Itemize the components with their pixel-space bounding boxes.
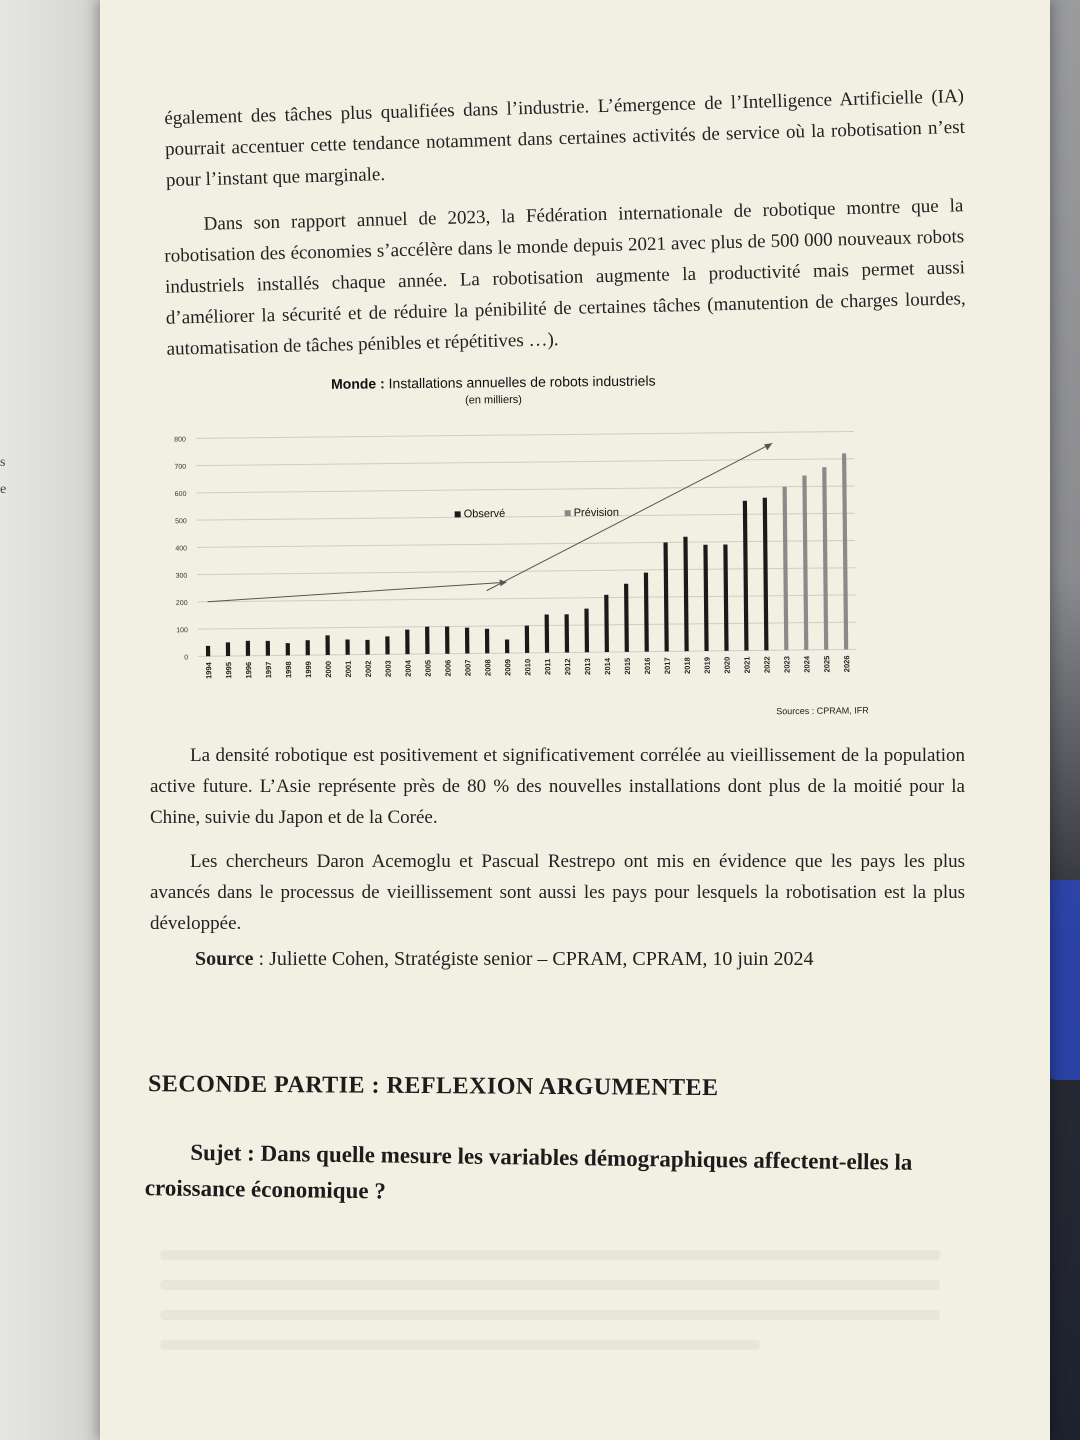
bar-2009 bbox=[505, 639, 509, 653]
bar-1995 bbox=[226, 642, 230, 656]
gridline bbox=[196, 431, 854, 438]
paragraph-4: Les chercheurs Daron Acemoglu et Pascual Restrepo ont mis en évidence que les pays les plus avancés dans le processus de vieillissement sont aussi les pays pour lesquels la robotisation est la plus développée. bbox=[150, 851, 965, 934]
bleed-through-text bbox=[160, 1250, 940, 1260]
y-tick-label: 600 bbox=[174, 490, 187, 499]
x-tick-label: 2018 bbox=[682, 657, 692, 674]
bleed-through-text bbox=[160, 1280, 940, 1290]
paragraph-2: Dans son rapport annuel de 2023, la Fédération internationale de robotique montre que la robotisation des économies s’accélère dans le monde depuis 2021 avec plus de 500 000 nouveaux robots industriels installés chaque année. La robotisation augmente la productivité mais permet aussi d’améliorer la sécurité et de réduire la pénibilité de certaines tâches (manutention de charges lourdes, automatisation de tâches pénibles et répétitives …). bbox=[164, 195, 966, 360]
part-title: SECONDE PARTIE : REFLEXION ARGUMENTEE bbox=[147, 1071, 719, 1102]
y-tick-label: 200 bbox=[175, 599, 188, 608]
y-tick-label: 500 bbox=[175, 518, 187, 526]
y-tick-label: 700 bbox=[174, 463, 187, 471]
bar-1997 bbox=[266, 641, 270, 656]
y-tick-label: 800 bbox=[174, 436, 186, 444]
bar-2020 bbox=[723, 544, 728, 650]
bar-2011 bbox=[545, 615, 550, 653]
y-tick-label: 400 bbox=[175, 545, 188, 553]
bar-2014 bbox=[604, 595, 609, 652]
text-block-report bbox=[163, 190, 967, 364]
bar-2024 bbox=[802, 476, 808, 650]
chart-svg bbox=[153, 361, 877, 729]
chart-subtitle: (en milliers) bbox=[464, 393, 522, 407]
gridline bbox=[196, 486, 854, 493]
x-tick-label: 2012 bbox=[563, 658, 573, 676]
x-tick-label: 2005 bbox=[423, 659, 433, 677]
x-tick-label: 1998 bbox=[283, 661, 294, 679]
legend-swatch bbox=[565, 510, 571, 516]
bar-1999 bbox=[306, 640, 310, 655]
x-tick-label: 2002 bbox=[363, 660, 373, 678]
x-tick-label: 1999 bbox=[303, 661, 314, 678]
source-label: Source bbox=[195, 948, 254, 970]
x-tick-label: 2022 bbox=[762, 656, 772, 674]
bar-1998 bbox=[286, 643, 290, 655]
gridline bbox=[197, 540, 855, 547]
x-tick-label: 2019 bbox=[702, 656, 712, 674]
bar-2021 bbox=[743, 501, 749, 651]
bar-2012 bbox=[565, 614, 570, 652]
chart-source: Sources : CPRAM, IFR bbox=[776, 705, 869, 717]
bar-2002 bbox=[365, 640, 369, 655]
x-tick-label: 2010 bbox=[523, 658, 533, 676]
x-tick-label: 1996 bbox=[244, 661, 254, 679]
bar-2000 bbox=[325, 635, 329, 655]
bar-2006 bbox=[445, 626, 449, 653]
bar-2005 bbox=[425, 627, 429, 654]
bar-2026 bbox=[842, 453, 848, 649]
bar-2016 bbox=[644, 573, 649, 652]
svg-text:Monde : Installations annuelle bbox=[331, 373, 656, 392]
gridline bbox=[196, 459, 854, 466]
bar-2007 bbox=[465, 628, 469, 654]
book-page bbox=[100, 0, 1050, 1440]
y-tick-label: 100 bbox=[176, 627, 188, 635]
x-tick-label: 2011 bbox=[543, 658, 553, 675]
x-tick-label: 1994 bbox=[204, 662, 214, 679]
robot-installations-chart bbox=[153, 361, 877, 729]
bar-2010 bbox=[525, 626, 529, 653]
legend-swatch bbox=[455, 511, 461, 517]
bar-2022 bbox=[763, 498, 769, 651]
x-tick-label: 2013 bbox=[583, 658, 593, 675]
chart-title: Installations annuelles de robots industriels bbox=[384, 372, 656, 392]
x-tick-label: 2023 bbox=[782, 656, 792, 673]
source-line bbox=[195, 948, 955, 971]
bleed-through-text bbox=[160, 1310, 940, 1320]
x-tick-label: 1995 bbox=[224, 661, 234, 679]
bar-2023 bbox=[783, 487, 789, 651]
x-tick-label: 2004 bbox=[403, 660, 413, 677]
subject-label: Sujet : bbox=[190, 1139, 255, 1166]
x-tick-label: 2015 bbox=[622, 657, 633, 675]
bar-2004 bbox=[405, 630, 409, 655]
paragraph-1: également des tâches plus qualifiées dans l’industrie. L’émergence de l’Intelligence Artificielle (IA) pourrait accentuer cette tendance notamment dans certaines activités de service où la robotisation n’est pour l’instant que marginale. bbox=[163, 85, 966, 192]
y-tick-label: 300 bbox=[175, 572, 188, 580]
bar-2017 bbox=[663, 542, 668, 651]
x-tick-label: 2021 bbox=[742, 656, 752, 674]
bleed-through-text bbox=[160, 1340, 760, 1350]
x-tick-label: 2026 bbox=[842, 655, 852, 673]
x-tick-label: 1997 bbox=[263, 661, 274, 679]
trend-arrow-flat-head bbox=[499, 579, 506, 586]
x-tick-label: 2020 bbox=[722, 656, 732, 674]
gridline bbox=[197, 513, 855, 520]
adjacent-page-letter: s bbox=[0, 455, 6, 470]
x-tick-label: 2008 bbox=[483, 659, 493, 677]
x-tick-label: 2007 bbox=[463, 659, 473, 677]
x-tick-label: 2014 bbox=[602, 657, 613, 675]
subject-text: Dans quelle mesure les variables démographiques affectent-elles la croissance économique ? bbox=[144, 1140, 913, 1204]
x-tick-label: 2025 bbox=[822, 655, 832, 673]
gridline bbox=[197, 568, 855, 575]
bar-2008 bbox=[485, 629, 489, 654]
source-text: : Juliette Cohen, Stratégiste senior – CPRAM, CPRAM, 10 juin 2024 bbox=[253, 948, 814, 970]
x-tick-label: 2016 bbox=[642, 657, 652, 675]
x-tick-label: 2024 bbox=[802, 655, 812, 673]
bar-2015 bbox=[624, 584, 629, 652]
bar-2003 bbox=[385, 636, 389, 654]
legend-label: Observé bbox=[463, 507, 506, 521]
x-tick-label: 2003 bbox=[383, 660, 393, 678]
text-block-density bbox=[150, 740, 965, 833]
chart-title-bold: Monde : bbox=[330, 375, 385, 392]
y-tick-label: 0 bbox=[184, 654, 189, 662]
bar-2013 bbox=[584, 609, 589, 653]
adjacent-page-letter: e bbox=[0, 482, 7, 497]
text-block-researchers bbox=[150, 846, 965, 939]
x-tick-label: 2001 bbox=[343, 660, 353, 678]
bar-1994 bbox=[206, 646, 210, 656]
bar-2018 bbox=[683, 537, 688, 651]
essay-subject bbox=[145, 1134, 986, 1218]
paragraph-3: La densité robotique est positivement et significativement corrélée au vieillissement de la population active future. L’Asie représente près de 80 % des nouvelles installations dont plus de la moitié pour la Chine, suivie du Japon et de la Corée. bbox=[150, 745, 965, 828]
bar-2001 bbox=[345, 639, 349, 654]
x-tick-label: 2017 bbox=[662, 657, 672, 675]
x-tick-label: 2006 bbox=[443, 659, 453, 677]
x-tick-label: 2000 bbox=[323, 660, 333, 678]
bar-1996 bbox=[246, 641, 250, 656]
legend-label: Prévision bbox=[573, 506, 619, 520]
bar-2019 bbox=[703, 545, 708, 651]
text-block-intro bbox=[164, 81, 966, 196]
x-tick-label: 2009 bbox=[503, 659, 513, 676]
